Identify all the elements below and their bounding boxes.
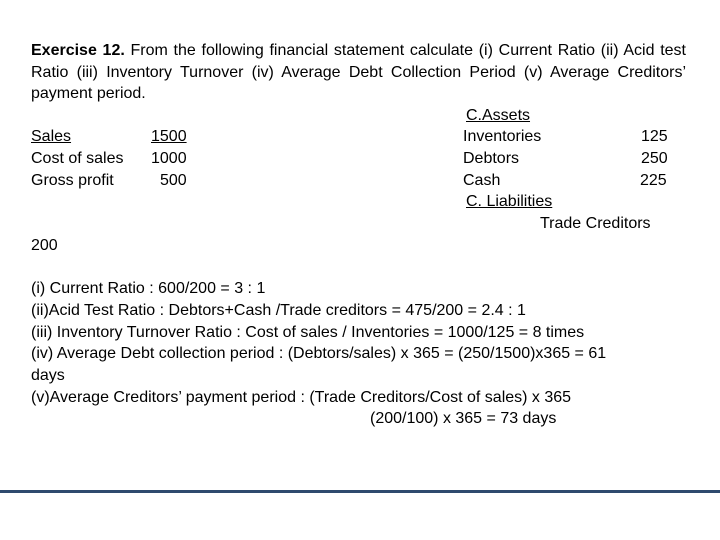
inventories-label: Inventories bbox=[463, 128, 542, 145]
current-liabilities-heading: C. Liabilities bbox=[466, 193, 553, 210]
solution-creditors-payment-period: (v)Average Creditors’ payment period : (Trade Creditors/Cost of sales) x 365 bbox=[31, 389, 572, 406]
cash-label: Cash bbox=[463, 172, 501, 189]
sales-value: 1500 bbox=[151, 128, 187, 145]
debtors-label: Debtors bbox=[463, 150, 520, 167]
current-assets-heading: C.Assets bbox=[466, 107, 531, 124]
exercise-statement bbox=[31, 40, 686, 105]
exercise-label: Exercise 12. bbox=[31, 42, 125, 59]
exercise-text: From the following financial statement calculate (i) Current Ratio (ii) Acid test Ratio (iii) Inventory Turnover (iv) Average Debt Collection Period (v) Average Creditors’ payment period. bbox=[31, 42, 686, 102]
sales-label: Sales bbox=[31, 128, 72, 145]
cost-of-sales-label: Cost of sales bbox=[31, 150, 124, 167]
cash-value: 225 bbox=[640, 172, 667, 189]
solution-creditors-payment-result: (200/100) x 365 = 73 days bbox=[370, 410, 557, 427]
trade-creditors-value: 200 bbox=[31, 237, 58, 254]
bottom-divider bbox=[0, 490, 720, 493]
solution-inventory-turnover: (iii) Inventory Turnover Ratio : Cost of sales / Inventories = 1000/125 = 8 times bbox=[31, 324, 585, 341]
gross-profit-label: Gross profit bbox=[31, 172, 114, 189]
cost-of-sales-value: 1000 bbox=[151, 150, 187, 167]
solution-debt-collection-period: (iv) Average Debt collection period : (Debtors/sales) x 365 = (250/1500)x365 = 61 bbox=[31, 345, 607, 362]
debtors-value: 250 bbox=[641, 150, 668, 167]
inventories-value: 125 bbox=[641, 128, 668, 145]
gross-profit-value: 500 bbox=[160, 172, 187, 189]
solution-acid-test-ratio: (ii)Acid Test Ratio : Debtors+Cash /Trade creditors = 475/200 = 2.4 : 1 bbox=[31, 302, 526, 319]
solution-debt-collection-unit: days bbox=[31, 367, 65, 384]
trade-creditors-label: Trade Creditors bbox=[540, 215, 651, 232]
solution-current-ratio: (i) Current Ratio : 600/200 = 3 : 1 bbox=[31, 280, 266, 297]
